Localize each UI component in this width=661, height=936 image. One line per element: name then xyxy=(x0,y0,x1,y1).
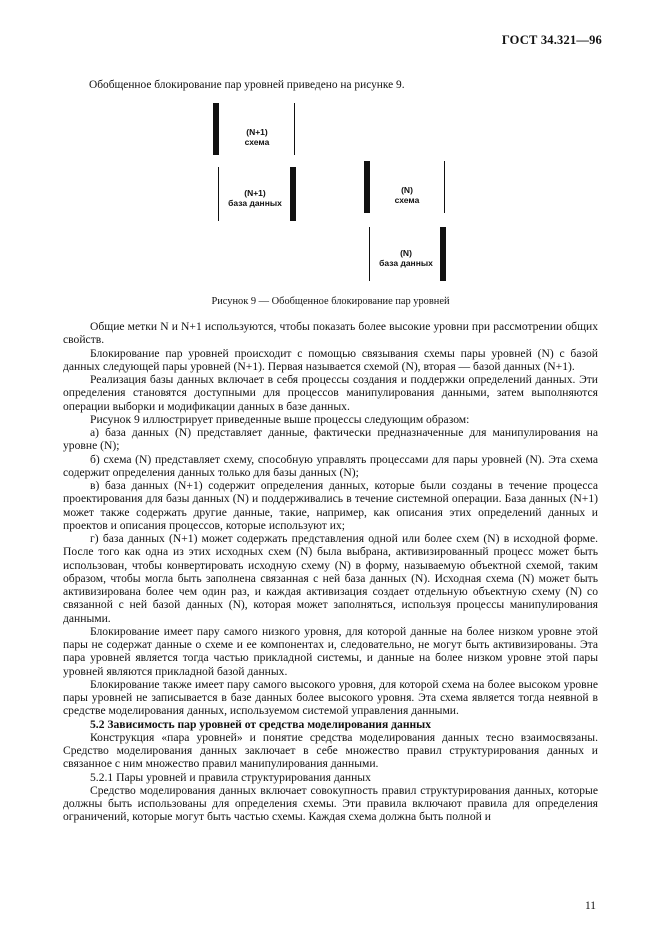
figure-9-diagram xyxy=(0,0,661,300)
paragraph: Блокирование также имеет пару самого высокого уровня, для которой схема на более высоком уровне пары уровней не записывается в базе данных более высокого уровня. Эта схема является тогда неявной в средстве моделирования данных, используемом системой управления данными. xyxy=(63,677,598,718)
left-db-text: база данных xyxy=(228,198,282,208)
left-db-number: (N+1) xyxy=(244,188,266,198)
list-item-b: б) схема (N) представляет схему, способную управлять процессами для пары уровней (N). Эта схема содержит определения данных только для базы данных (N); xyxy=(63,452,598,479)
paragraph: Рисунок 9 иллюстрирует приведенные выше процессы следующим образом: xyxy=(90,412,470,426)
paragraph: Блокирование имеет пару самого низкого уровня, для которой данные на более низком уровне этой пары не содержат данные о схеме и ее компонентах и, следовательно, не могут быть активизированы. Эта пара уровней является тогда частью прикладной системы, и данные на более низком уровне этой пары уровней являются прикладной базой данных. xyxy=(63,624,598,678)
right-db-left-line xyxy=(369,227,370,281)
paragraph: Общие метки N и N+1 используются, чтобы показать более высокие уровни при рассмотрении общих свойств. xyxy=(63,320,598,347)
list-item-a: а) база данных (N) представляет данные, фактически предназначенные для манипулирования на уровне (N); xyxy=(63,426,598,453)
figure-intro-text: Обобщенное блокирование пар уровней приведено на рисунке 9. xyxy=(89,79,405,91)
left-db-bar xyxy=(290,167,296,221)
right-db-number: (N) xyxy=(400,248,412,258)
section-heading-5-2: 5.2 Зависимость пар уровней от средства моделирования данных xyxy=(90,717,432,731)
paragraph: Реализация базы данных включает в себя процессы создания и поддержки определений данных. Эти определения становятся доступными для процессов манипулирования данными, затем выполняются операции выборки и модификации данных в базе данных. xyxy=(63,373,598,413)
right-schema-bar xyxy=(364,161,370,213)
right-db-text: база данных xyxy=(379,258,433,268)
left-schema-bar xyxy=(213,103,219,155)
right-schema-number: (N) xyxy=(401,185,413,195)
left-schema-right-line xyxy=(294,103,295,155)
left-db-left-line xyxy=(218,167,219,221)
paragraph: Средство моделирования данных включает совокупность правил структурирования данных, которые должны быть использованы для определения схемы. Эти правила включают правила для определения ограничений, которые могут быть частью схемы. Каждая схема должна быть полной и xyxy=(63,783,598,824)
right-db-label xyxy=(371,248,441,268)
page-number: 11 xyxy=(585,900,596,912)
list-item-d: г) база данных (N+1) может содержать представления одной или более схем (N) в исходной форме. После того как одна из этих исходных схем (N) была выбрана, активизированный процесс может быть использован, чтобы конвертировать исходную схему (N) в форму, называемую объектной схемой, таким образом, чтобы могла быть заполнена связанная с ней база данных (N). Исходная схема (N) может быть активизирована более чем один раз, и каждая активизация создает отдельную объектную схему (N) со связанной с ней базой данных (N), которая может заполняться, используя процессы манипулирования данными. xyxy=(63,532,598,625)
paragraph: Блокирование пар уровней происходит с помощью связывания схемы пары уровней (N) с базой данных следующей пары уровней (N+1). Первая называется схемой (N), вторая — базой данных (N+1). xyxy=(63,346,598,373)
body-text xyxy=(63,320,598,824)
right-schema-text: схема xyxy=(394,195,420,205)
paragraph: Конструкция «пара уровней» и понятие средства моделирования данных тесно взаимосвязаны. Средство моделирования данных заключает в себе множество правил структурирования данных и связанное с ним множество правил манипулирования данными. xyxy=(63,730,598,771)
section-heading-5-2-1: 5.2.1 Пары уровней и правила структурирования данных xyxy=(90,770,371,784)
list-item-c: в) база данных (N+1) содержит определения данных, которые были созданы в течение процесса проектирования для базы данных (N) и поддерживались в течение системной операции. База данных (N+1) может также содержать другие данные, такие, например, как описания этих определений данных и проектов и описания процессов, которые используют их; xyxy=(63,479,598,532)
figure-caption: Рисунок 9 — Обобщенное блокирование пар уровней xyxy=(211,296,450,307)
document-code: ГОСТ 34.321—96 xyxy=(501,33,602,47)
left-schema-label xyxy=(222,127,292,147)
right-schema-label xyxy=(372,185,442,205)
left-schema-number: (N+1) xyxy=(246,127,268,137)
left-schema-text: схема xyxy=(244,137,270,147)
left-db-label xyxy=(220,188,290,208)
right-schema-right-line xyxy=(444,161,445,213)
